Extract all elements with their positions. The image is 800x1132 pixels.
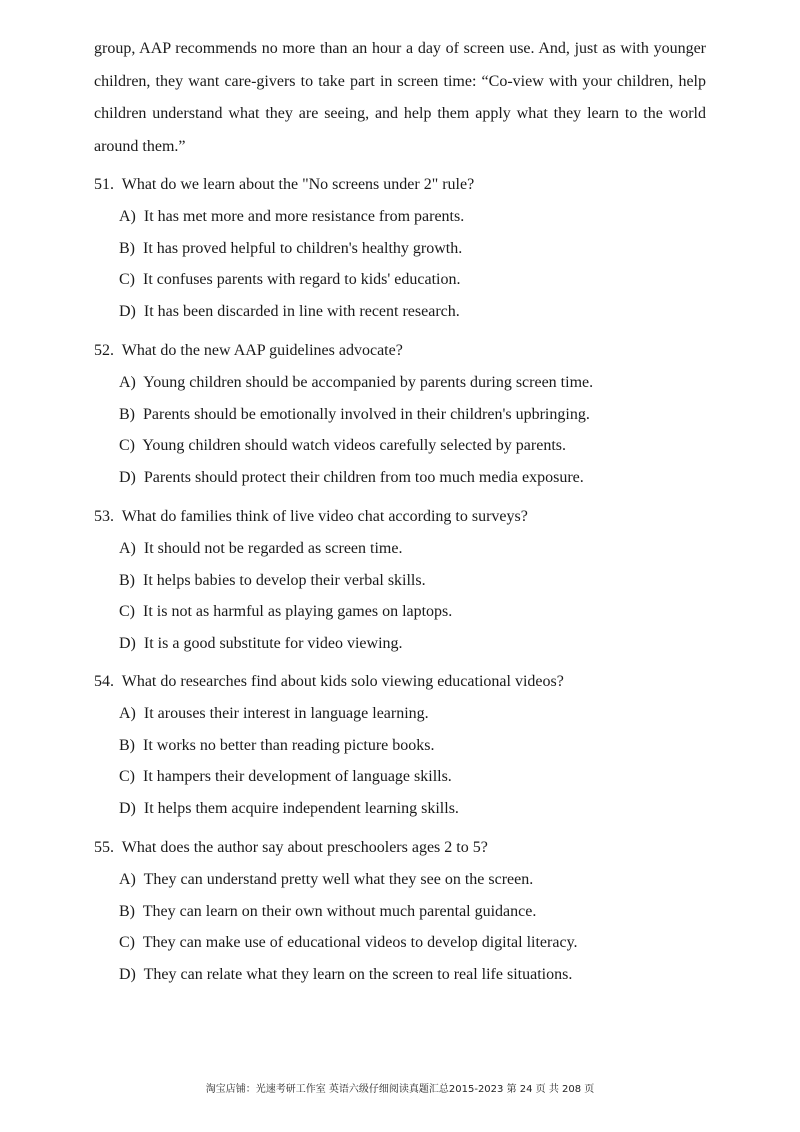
option-c: C) They can make use of educational videos to develop digital literacy. [119, 934, 578, 951]
option-d: D) Parents should protect their children from too much media exposure. [119, 468, 584, 486]
option-a: A) Young children should be accompanied by parents during screen time. [119, 374, 594, 391]
option-c: C) It confuses parents with regard to kids' education. [119, 271, 461, 288]
question-55 [94, 838, 734, 996]
question-stem [94, 838, 734, 870]
page-footer: 淘宝店铺：光速考研工作室 英语六级仔细阅读真题汇总2015-2023 第 24 页 共 208 页 [205, 1084, 595, 1095]
question-number: 53. [94, 508, 114, 525]
option-d: D) They can relate what they learn on the screen to real life situations. [119, 965, 573, 983]
question-54 [94, 672, 734, 830]
option-b: B) Parents should be emotionally involved in their children's upbringing. [119, 405, 590, 423]
option-d: D) It has been discarded in line with recent research. [119, 302, 460, 320]
option-a: A) They can understand pretty well what they see on the screen. [119, 871, 534, 888]
question-text: What do the new AAP guidelines advocate? [121, 342, 403, 359]
option-a: A) It has met more and more resistance from parents. [119, 208, 465, 225]
question-stem [94, 672, 734, 704]
question-text: What does the author say about preschoolers ages 2 to 5? [121, 839, 488, 856]
option-b: B) It works no better than reading picture books. [119, 736, 435, 754]
question-text: What do we learn about the "No screens under 2" rule? [121, 176, 475, 193]
option-c: C) It is not as harmful as playing games on laptops. [119, 603, 453, 620]
question-text: What do researches find about kids solo viewing educational videos? [121, 673, 564, 690]
option-b: B) They can learn on their own without much parental guidance. [119, 902, 537, 920]
option-a: A) It should not be regarded as screen time. [119, 540, 403, 557]
option-d: D) It is a good substitute for video viewing. [119, 634, 403, 652]
passage-paragraph: group, AAP recommends no more than an hour a day of screen use. And, just as with younger children, they want care-givers to take part in screen time: “Co-view with your children, help children understand what they are seeing, and help them apply what they learn to the world around them.” [94, 40, 706, 155]
option-b: B) It helps babies to develop their verbal skills. [119, 571, 426, 589]
question-52 [94, 341, 734, 499]
option-c: C) Young children should watch videos carefully selected by parents. [119, 437, 567, 454]
question-51 [94, 175, 734, 333]
option-c: C) It hampers their development of language skills. [119, 768, 452, 785]
option-b: B) It has proved helpful to children's healthy growth. [119, 239, 463, 257]
question-53 [94, 507, 734, 665]
question-number: 54. [94, 673, 114, 690]
question-text: What do families think of live video chat according to surveys? [121, 508, 528, 525]
option-a: A) It arouses their interest in language learning. [119, 705, 429, 722]
question-stem [94, 507, 734, 539]
option-d: D) It helps them acquire independent learning skills. [119, 799, 459, 817]
question-stem [94, 341, 734, 373]
question-number: 52. [94, 342, 114, 359]
question-stem [94, 175, 734, 207]
question-number: 55. [94, 839, 114, 856]
question-number: 51. [94, 176, 114, 193]
